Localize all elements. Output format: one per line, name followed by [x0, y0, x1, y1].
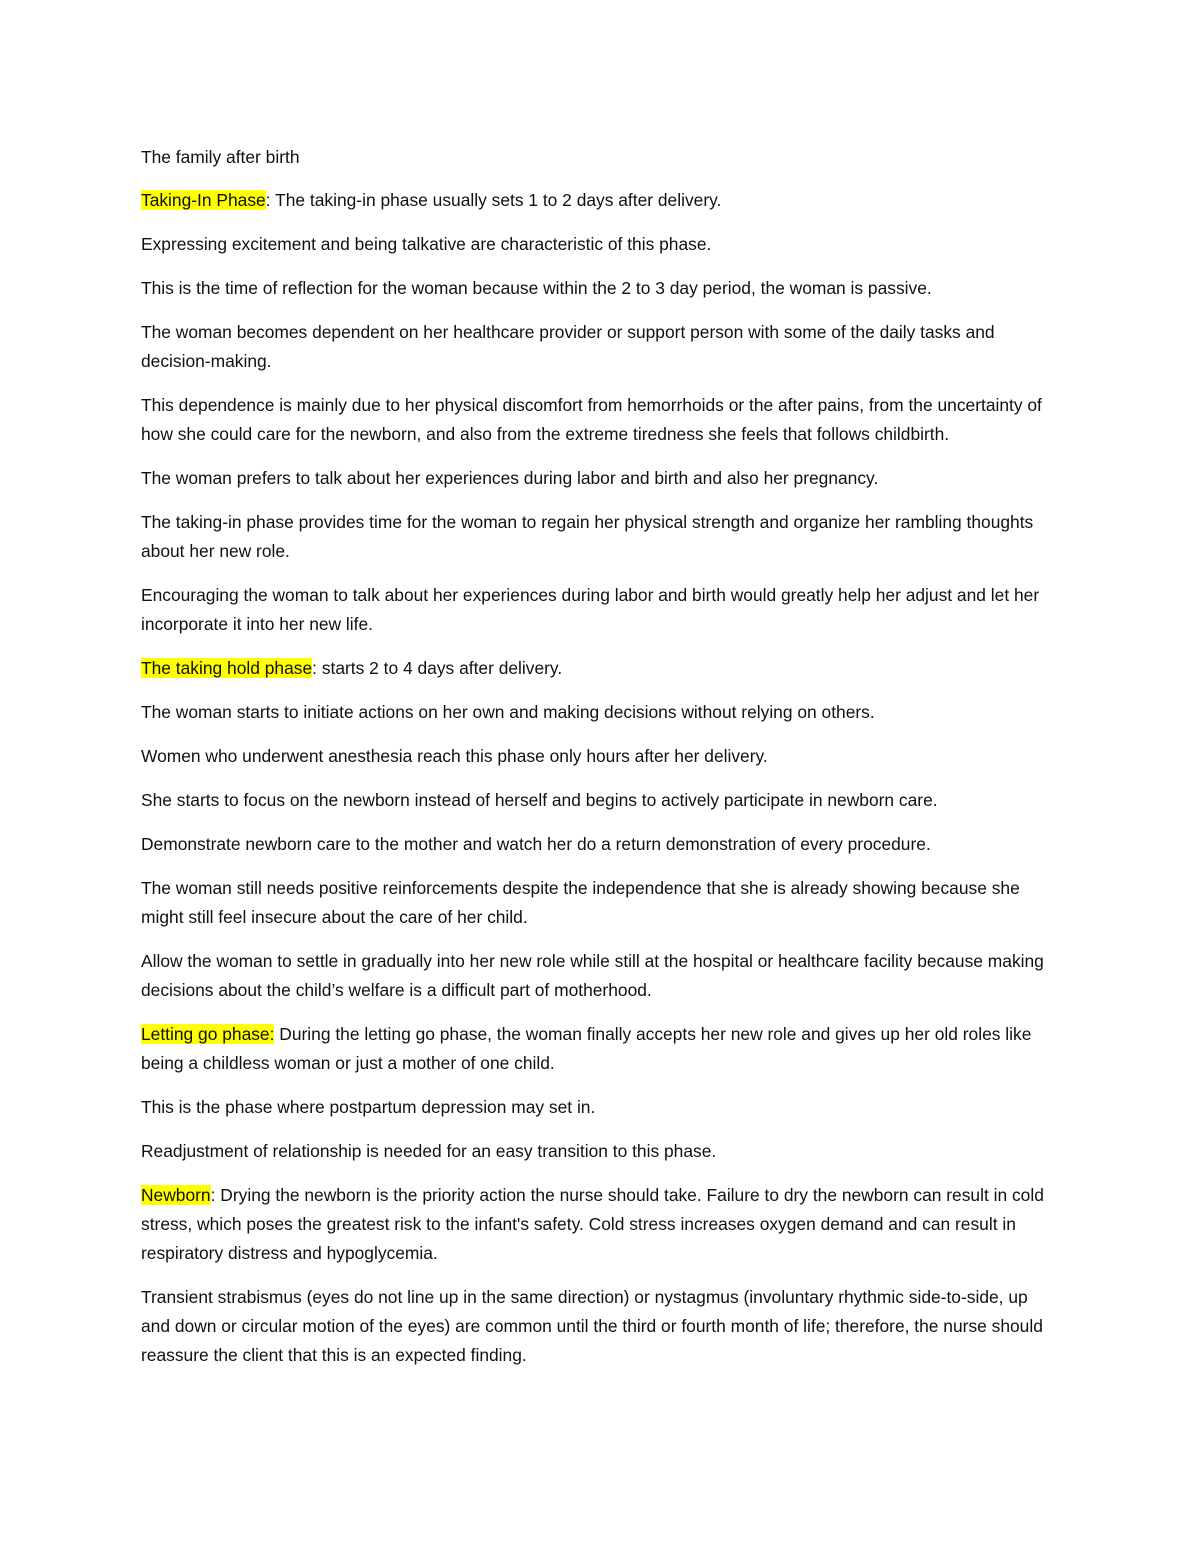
- paragraph-text: The taking-in phase usually sets 1 to 2 days after delivery.: [270, 190, 722, 210]
- heading-suffix: :: [265, 190, 271, 210]
- paragraph: The woman prefers to talk about her experiences during labor and birth and also her pregnancy.: [141, 468, 879, 488]
- heading-suffix: :: [312, 658, 317, 678]
- heading-suffix: :: [210, 1185, 216, 1205]
- paragraph: [141, 654, 1061, 683]
- paragraph: This is the phase where postpartum depression may set in.: [141, 1097, 596, 1117]
- paragraph: This dependence is mainly due to her physical discomfort from hemorrhoids or the after pains, from the uncertainty of how she could care for the newborn, and also from the extreme tiredness she feels that follows childbirth.: [141, 395, 1042, 444]
- paragraph: Demonstrate newborn care to the mother and watch her do a return demonstration of every procedure.: [141, 834, 931, 854]
- paragraph: She starts to focus on the newborn instead of herself and begins to actively participate in newborn care.: [141, 790, 938, 810]
- paragraph: Women who underwent anesthesia reach this phase only hours after her delivery.: [141, 746, 768, 766]
- highlighted-heading: Taking-In Phase: [141, 190, 266, 210]
- paragraph: [141, 1181, 1061, 1268]
- paragraph: The taking-in phase provides time for the woman to regain her physical strength and organize her rambling thoughts about her new role.: [141, 512, 1034, 561]
- paragraph: Readjustment of relationship is needed for an easy transition to this phase.: [141, 1141, 717, 1161]
- paragraph: The woman becomes dependent on her healthcare provider or support person with some of the daily tasks and decision-making.: [141, 322, 995, 371]
- highlighted-heading: Letting go phase:: [141, 1024, 275, 1044]
- paragraph-text: Drying the newborn is the priority action the nurse should take. Failure to dry the newborn can result in cold stress, which poses the greatest risk to the infant's safety. Cold stress increases oxygen demand and can result in respiratory distress and hypoglycemia.: [141, 1185, 1044, 1263]
- highlighted-heading: Newborn: [141, 1185, 211, 1205]
- paragraph: Encouraging the woman to talk about her experiences during labor and birth would greatly help her adjust and let her incorporate it into her new life.: [141, 585, 1040, 634]
- paragraph: Expressing excitement and being talkative are characteristic of this phase.: [141, 234, 712, 254]
- paragraph-text: During the letting go phase, the woman finally accepts her new role and gives up her old roles like being a childless woman or just a mother of one child.: [141, 1024, 1032, 1073]
- paragraph: [141, 1020, 1061, 1078]
- highlighted-heading: The taking hold phase: [141, 658, 313, 678]
- paragraph: [141, 186, 1061, 215]
- paragraph-text: starts 2 to 4 days after delivery.: [316, 658, 563, 678]
- paragraph: The woman still needs positive reinforcements despite the independence that she is already showing because she might still feel insecure about the care of her child.: [141, 878, 1020, 927]
- paragraph: Allow the woman to settle in gradually into her new role while still at the hospital or healthcare facility because making decisions about the child’s welfare is a difficult part of motherhood.: [141, 951, 1044, 1000]
- paragraph: This is the time of reflection for the woman because within the 2 to 3 day period, the woman is passive.: [141, 278, 932, 298]
- paragraph: The woman starts to initiate actions on her own and making decisions without relying on others.: [141, 702, 875, 722]
- document-title: The family after birth: [141, 147, 300, 167]
- document-body: [141, 143, 1061, 1385]
- paragraph: Transient strabismus (eyes do not line up in the same direction) or nystagmus (involuntary rhythmic side-to-side, up and down or circular motion of the eyes) are common until the third or fourth month of life; therefore, the nurse should reassure the client that this is an expected finding.: [141, 1287, 1043, 1365]
